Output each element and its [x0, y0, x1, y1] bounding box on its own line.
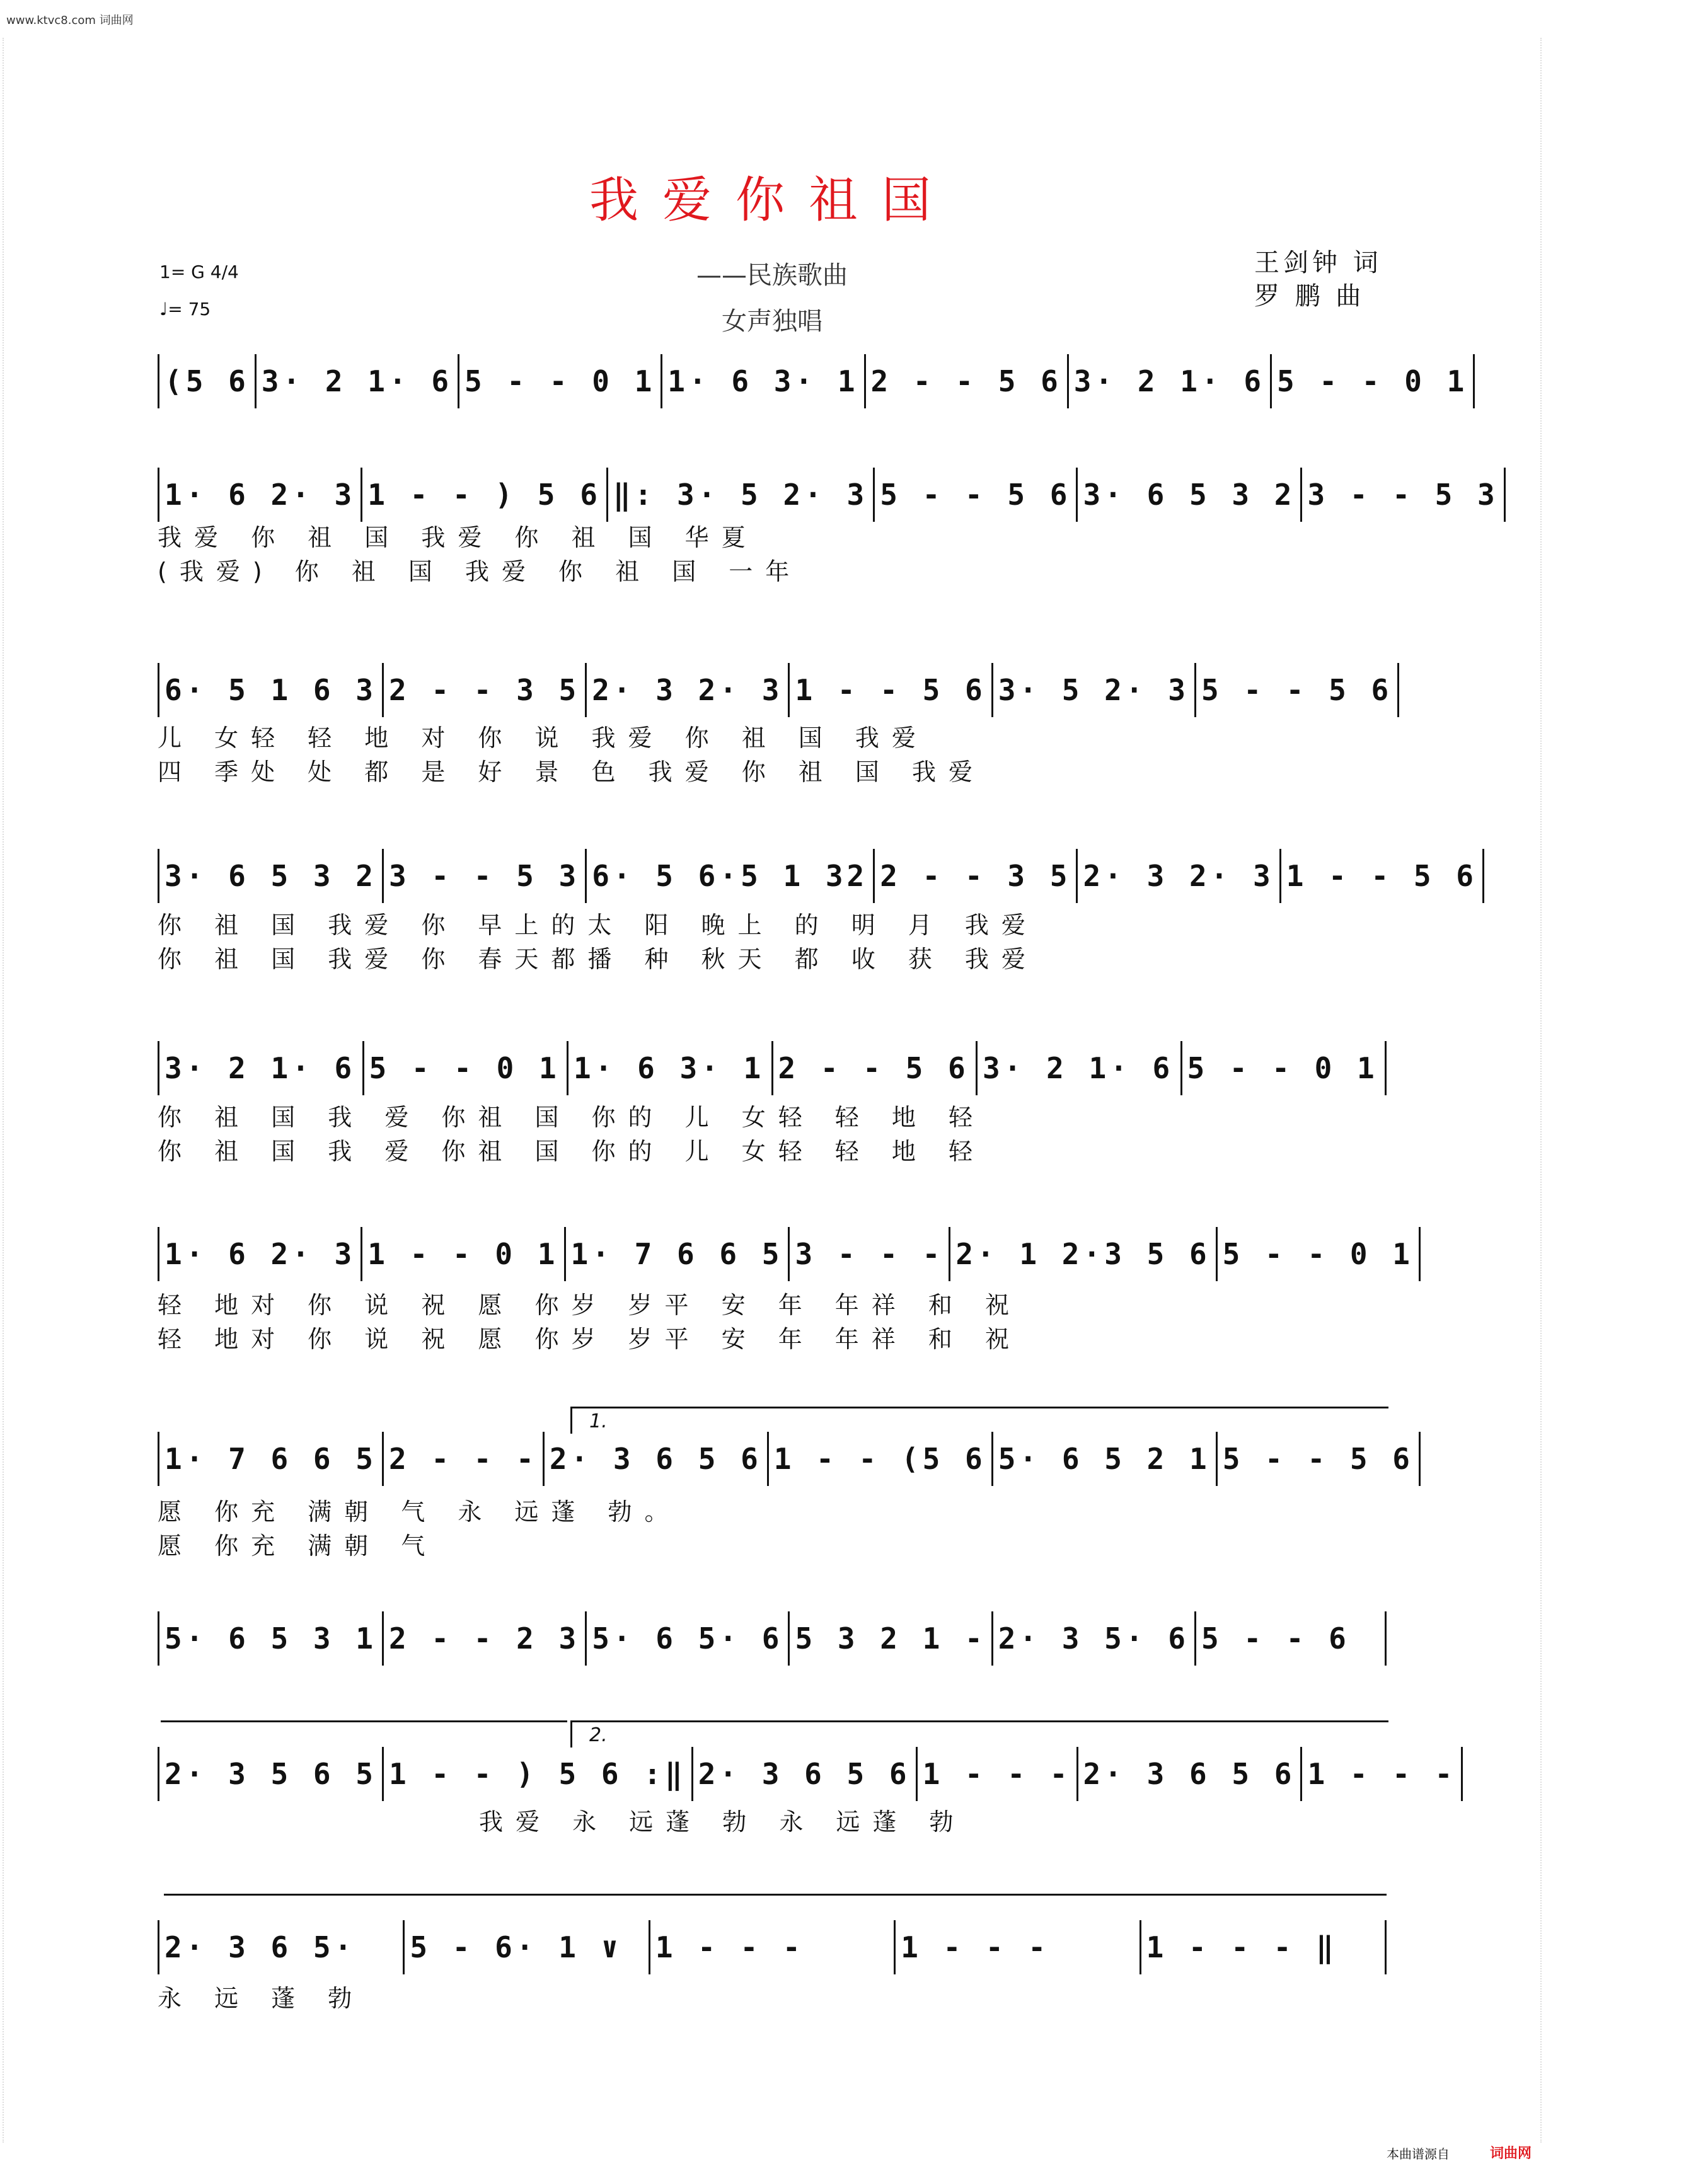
music-system — [158, 1037, 1387, 1100]
subtitle: ——民族歌曲 — [696, 261, 848, 290]
music-system — [158, 844, 1477, 907]
lyric-line: 你 祖 国 我爱 你 春天都播 种 秋天 都 收 获 我爱 — [158, 945, 1038, 973]
measure: 2· 3 6 5 6 — [549, 1442, 762, 1476]
music-system — [158, 1916, 1387, 1979]
volta-1-label: 1. — [589, 1410, 608, 1432]
lyric-line: 你 祖 国 我 爱 你祖 国 你的 儿 女轻 轻 地 轻 — [158, 1137, 985, 1165]
music-system — [158, 350, 1469, 413]
measure: 1 - - - — [901, 1930, 1050, 1964]
measure: 2· 3 6 5 6 — [698, 1757, 911, 1791]
barline — [1473, 354, 1475, 408]
measure: 3· 2 1· 6 — [261, 364, 453, 398]
measure: 1· 7 6 6 5 — [570, 1237, 783, 1271]
lyric-line: 我爱 永 远蓬 勃 永 远蓬 勃 — [479, 1808, 966, 1836]
lyricist-credit: 王剑钟 词 — [1254, 248, 1382, 277]
barline — [1385, 1611, 1387, 1666]
barline — [1482, 849, 1484, 903]
left-margin-watermark — [3, 38, 11, 2143]
measure: 1 - - 0 1 — [367, 1237, 559, 1271]
measure: 3 - - - — [795, 1237, 944, 1271]
measure: 2 - - 3 5 — [388, 673, 580, 707]
measure: 5· 6 5 3 1 — [164, 1621, 377, 1656]
lyric-line: 轻 地对 你 说 祝 愿 你岁 岁平 安 年 年祥 和 祝 — [158, 1291, 1022, 1319]
measure: 1 - - 5 6 — [795, 673, 986, 707]
music-system — [158, 1607, 1387, 1670]
measure: 1 - - - — [655, 1930, 804, 1964]
measure: 1· 6 2· 3 — [164, 478, 356, 512]
measure: 2· 3 6 5 6 — [1083, 1757, 1296, 1791]
lyric-line: (我爱) 你 祖 国 我爱 你 祖 国 一年 — [158, 558, 802, 585]
measure: 5 - - 0 1 — [465, 364, 656, 398]
music-system — [158, 1742, 1457, 1805]
lyric-line: 轻 地对 你 说 祝 愿 你岁 岁平 安 年 年祥 和 祝 — [158, 1325, 1022, 1353]
key-signature: 1= G 4/4 — [159, 262, 239, 282]
measure: 1· 6 2· 3 — [164, 1237, 356, 1271]
measure: 2· 3 5 6 5 — [164, 1757, 377, 1791]
lyric-line: 儿 女轻 轻 地 对 你 说 我爱 你 祖 国 我爱 — [158, 724, 928, 752]
measure: (5 6 — [164, 364, 250, 398]
measure: 5 - - 5 6 — [1201, 673, 1393, 707]
volta-1-bracket — [570, 1407, 1388, 1434]
volta-2-bracket — [570, 1720, 1388, 1748]
measure: 5 - - 5 6 — [1222, 1442, 1414, 1476]
measure: 3 - - 5 3 — [388, 859, 580, 893]
measure: 3· 2 1· 6 — [983, 1051, 1174, 1085]
volta-1-continuation-line — [161, 1720, 567, 1722]
measure: 3· 2 1· 6 — [1073, 364, 1266, 398]
composer-credit: 罗 鹏 曲 — [1254, 282, 1365, 311]
barline — [1419, 1227, 1421, 1281]
barline — [1397, 663, 1399, 717]
measure: 2· 3 2· 3 — [1083, 859, 1274, 893]
measure: 1 - - - ‖ — [1146, 1930, 1337, 1964]
footer-site-logo: 词曲网 — [1489, 2146, 1532, 2162]
measure: 5 - - 0 1 — [1187, 1051, 1378, 1085]
measure: 3 - - 5 3 — [1307, 478, 1499, 512]
measure: 2 - - 5 6 — [778, 1051, 969, 1085]
measure: 6· 5 1 6 3 — [164, 673, 377, 707]
page-title: 我爱你祖国 — [589, 172, 955, 229]
barline — [1419, 1432, 1421, 1486]
measure: 1· 6 3· 1 — [574, 1051, 765, 1085]
measure: 5 - - 6 — [1201, 1621, 1350, 1656]
measure: 5 - - 0 1 — [369, 1051, 560, 1085]
measure: 1· 7 6 6 5 — [164, 1442, 377, 1476]
measure: 1 - - - — [1307, 1757, 1457, 1791]
measure: 2 - - - — [388, 1442, 538, 1476]
barline — [1504, 468, 1506, 522]
measure: 6· 5 6·5 1 32 — [592, 859, 868, 893]
lyric-line: 你 祖 国 我 爱 你祖 国 你的 儿 女轻 轻 地 轻 — [158, 1103, 985, 1131]
measure: 2 - - 5 6 — [870, 364, 1062, 398]
measure: 2· 3 5· 6 — [998, 1621, 1189, 1656]
barline — [1461, 1747, 1463, 1801]
measure: 5 - - 0 1 — [1222, 1237, 1414, 1271]
measure: 2· 1 2·3 5 6 — [955, 1237, 1211, 1271]
measure: 2 - - 2 3 — [388, 1621, 580, 1656]
lyric-line: 你 祖 国 我爱 你 早上的太 阳 晚上 的 明 月 我爱 — [158, 911, 1038, 939]
measure: 2· 3 6 5· — [164, 1930, 356, 1964]
music-system — [158, 659, 1393, 722]
barline — [1385, 1041, 1387, 1095]
measure: 5 - - 5 6 — [880, 478, 1071, 512]
footer-source-label: 本曲谱源自 — [1387, 2146, 1450, 2162]
site-label: www.ktvc8.com 词曲网 — [6, 14, 134, 27]
lyric-line: 愿 你充 满朝 气 — [158, 1532, 438, 1560]
measure: 1 - - - — [922, 1757, 1071, 1791]
performance-type: 女声独唱 — [722, 307, 822, 336]
measure: 3· 6 5 3 2 — [164, 859, 377, 893]
measure: 1 - - ) 5 6 — [367, 478, 601, 512]
measure: 5· 6 5 2 1 — [998, 1442, 1211, 1476]
measure: 3· 5 2· 3 — [998, 673, 1189, 707]
lyric-line: 我爱 你 祖 国 我爱 你 祖 国 华夏 — [158, 524, 758, 551]
measure: 5 3 2 1 - — [795, 1621, 986, 1656]
measure: 1· 6 3· 1 — [667, 364, 859, 398]
barline — [1385, 1920, 1387, 1974]
measure: ‖: 3· 5 2· 3 — [613, 478, 868, 512]
measure: 5· 6 5· 6 — [592, 1621, 783, 1656]
measure: 5 - - 0 1 — [1277, 364, 1469, 398]
final-phrase-line — [164, 1894, 1387, 1896]
measure: 3· 6 5 3 2 — [1083, 478, 1296, 512]
tempo-marking: ♩= 75 — [159, 299, 211, 320]
music-system — [158, 463, 1499, 526]
volta-2-label: 2. — [589, 1724, 608, 1746]
measure: 5 - 6· 1 ∨ — [410, 1930, 623, 1964]
measure: 1 - - (5 6 — [773, 1442, 986, 1476]
measure: 2 - - 3 5 — [880, 859, 1071, 893]
measure: 3· 2 1· 6 — [164, 1051, 356, 1085]
lyric-line: 四 季处 处 都 是 好 景 色 我爱 你 祖 国 我爱 — [158, 758, 985, 786]
lyric-line: 永 远 蓬 勃 — [158, 1984, 365, 2012]
lyric-line: 愿 你充 满朝 气 永 远蓬 勃。 — [158, 1498, 681, 1526]
measure: 2· 3 2· 3 — [592, 673, 783, 707]
music-system — [158, 1223, 1414, 1286]
measure: 1 - - 5 6 — [1286, 859, 1477, 893]
measure: 1 - - ) 5 6 :‖ — [388, 1757, 686, 1791]
music-system — [158, 1427, 1414, 1490]
